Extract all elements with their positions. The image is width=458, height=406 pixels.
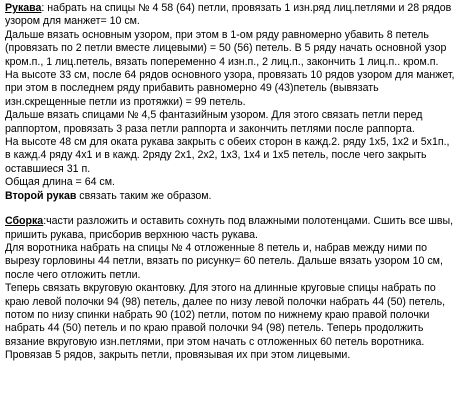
sleeve-total-length: Общая длина = 64 см. [5, 176, 115, 189]
section-spacer [5, 203, 455, 215]
assembly-intro-text: :части разложить и оставить сохнуть под влажными полотенцами. Сшить все швы, пришить рукава, присборив верхнюю часть рукава. [5, 215, 454, 241]
collar-paragraph: Для воротника набрать на спицы № 4 отложенные 8 петель и, набрав между ними по вырезу горловины 44 петли, вязать по рисунку= 60 петель. Дальше вязать узором 10 см, после чего отложить петли. [5, 241, 443, 281]
sleeve-cap-paragraph: На высоте 48 см для оката рукава закрыть с обеих сторон в кажд.2. ряду 1х5, 1х2 и 5х1п., в кажд.4 ряду 4х1 и в кажд. 2ряду 2х1, 2х2, 1х3, 1х4 и 1х5 петель, после чего закрыть оставшиеся 31 п. [5, 136, 450, 175]
sleeve-cuff-paragraph: На высоте 33 см, после 64 рядов основного узора, провязать 10 рядов узором для манжет, при этом в последнем ряду прибавить равномерно 49 (43)петель (вывязать изн.скрещенные петли из протяжки) = 99 петель. [5, 69, 455, 108]
sleeve-intro-paragraph [5, 2, 455, 29]
assembly-intro-paragraph [5, 215, 455, 242]
second-sleeve-paragraph [5, 190, 455, 203]
edging-paragraph: Теперь связать вкруговую окантовку. Для этого на длинные круговые спицы набрать по краю левой полочки 94 (98) петель, далее по низу левой полочки набрать 44 (50) петель, потом по низу спинки набрать 90 (102) петли, потом по нижнему краю правой полочки набрать 44 (50) петель и по краю правой полочки 94 (98) петель. Теперь продолжить вязание вкруговую изн.петлями, при этом начать с отложенных 60 петель воротника. Провязав 5 рядов, закрыть петли, провязывая их при этом лицевыми. [5, 282, 446, 362]
sleeve-intro-text: : набрать на спицы № 4 58 (64) петли, провязать 1 изн.ряд лиц.петлями и 28 рядов узором для манжет= 10 см. [5, 2, 452, 28]
second-sleeve-text: связать таким же образом. [76, 189, 212, 202]
second-sleeve-label: Второй рукав [5, 189, 77, 202]
assembly-heading: Сборка [5, 215, 44, 228]
sleeve-pattern-paragraph: Дальше вязать основным узором, при этом в 1-ом ряду равномерно убавить 8 петель (провязать по 2 петли вместе лицевыми) = 50 (56) петель. В 5 ряду начать основной узор кром.п., 1 лиц.петель, вязать попеременно 4 изн.п., 2 лиц.п., закончить 1 лиц.п.. кром.п. [5, 28, 447, 68]
sleeve-fancy-paragraph: Дальше вязать спицами № 4,5 фантазийным узором. Для этого связать петли перед раппортом, провязать 3 раза петли раппорта и закончить петлями после раппорта. [5, 109, 423, 135]
sleeve-heading: Рукава [5, 2, 42, 14]
